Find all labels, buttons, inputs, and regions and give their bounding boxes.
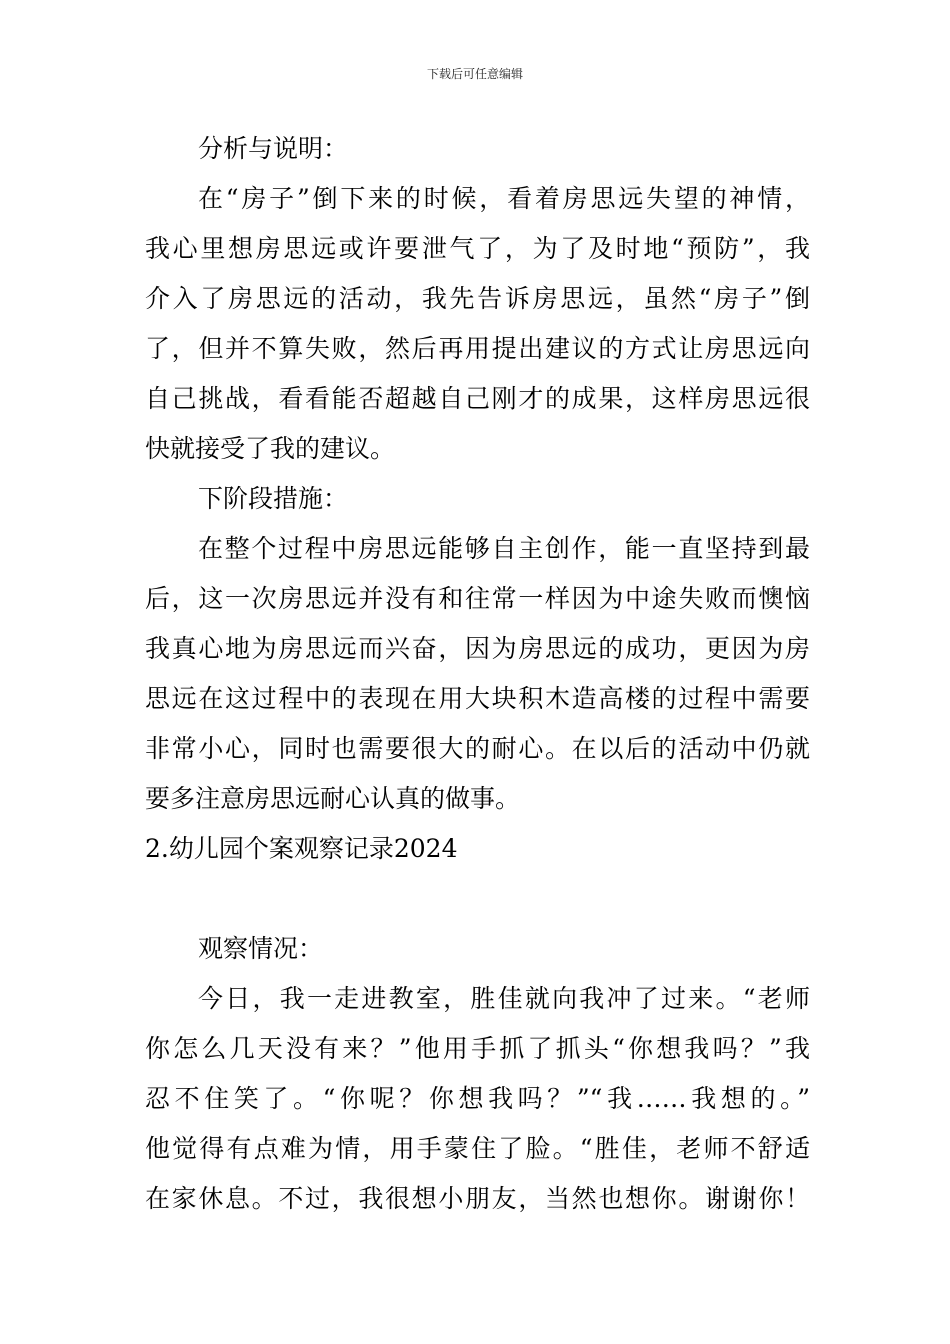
- blank-line: [145, 874, 810, 924]
- page-header: 下载后可任意编辑: [426, 67, 523, 81]
- section-title-observation-record: 2.幼儿园个案观察记录2024: [145, 834, 458, 863]
- paragraph-line: 忍不住笑了。“你呢？你想我吗？”“我……我想的。”: [145, 1084, 810, 1113]
- paragraph-line: 在“房子”倒下来的时候，看着房思远失望的神情，: [198, 184, 810, 213]
- paragraph-line: 你怎么几天没有来？”他用手抓了抓头“你想我吗？”我: [145, 1034, 810, 1063]
- section-heading-observation: 观察情况：: [198, 934, 324, 963]
- paragraph-line: 思远在这过程中的表现在用大块积木造高楼的过程中需要: [145, 684, 810, 713]
- paragraph-line: 非常小心，同时也需要很大的耐心。在以后的活动中仍就: [145, 734, 810, 763]
- section-heading-analysis: 分析与说明：: [198, 134, 349, 163]
- paragraph-line: 我真心地为房思远而兴奋，因为房思远的成功，更因为房: [145, 634, 810, 663]
- paragraph-line: 介入了房思远的活动，我先告诉房思远，虽然“房子”倒: [145, 284, 810, 313]
- paragraph-line: 在家休息。不过，我很想小朋友，当然也想你。谢谢你！: [145, 1184, 810, 1213]
- paragraph-line: 自己挑战，看看能否超越自己刚才的成果，这样房思远很: [145, 384, 810, 413]
- paragraph-line: 后，这一次房思远并没有和往常一样因为中途失败而懊恼: [145, 584, 810, 613]
- paragraph-line: 要多注意房思远耐心认真的做事。: [145, 784, 521, 813]
- paragraph-line: 他觉得有点难为情，用手蒙住了脸。“胜佳，老师不舒适: [145, 1134, 810, 1163]
- paragraph-line: 了，但并不算失败，然后再用提出建议的方式让房思远向: [145, 334, 810, 363]
- paragraph-line: 快就接受了我的建议。: [145, 434, 396, 463]
- section-heading-next-steps: 下阶段措施：: [198, 484, 349, 513]
- document-body: [145, 124, 810, 1224]
- paragraph-line: 在整个过程中房思远能够自主创作，能一直坚持到最: [198, 534, 810, 563]
- paragraph-line: 我心里想房思远或许要泄气了，为了及时地“预防”，我: [145, 234, 810, 263]
- paragraph-line: 今日，我一走进教室，胜佳就向我冲了过来。“老师: [198, 984, 810, 1013]
